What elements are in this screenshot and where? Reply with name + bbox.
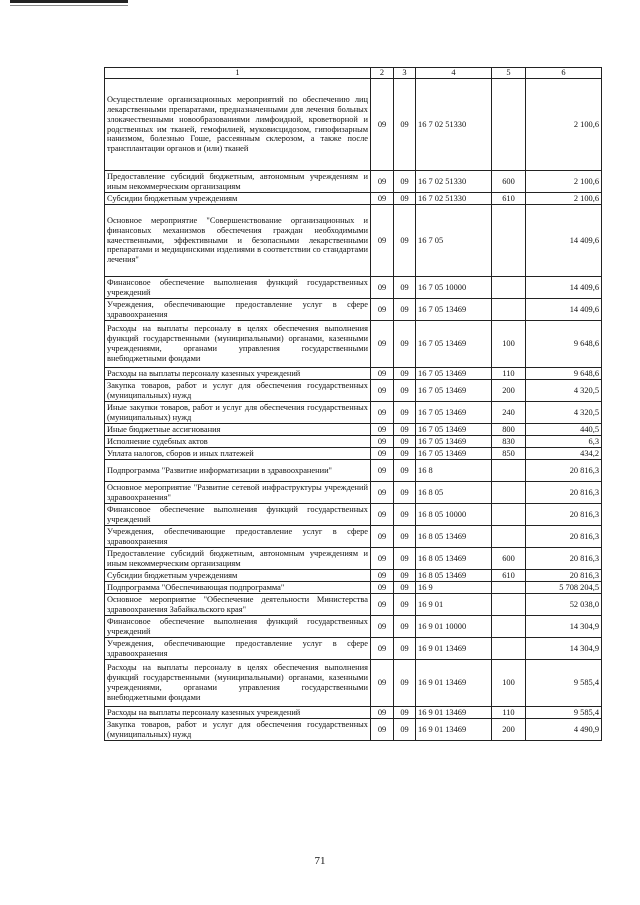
row-subsection: 09: [394, 660, 416, 707]
header-col-2: 2: [371, 68, 394, 79]
row-amount: 14 304,9: [526, 616, 602, 638]
row-amount: 20 816,3: [526, 548, 602, 570]
row-name: Основное мероприятие "Обеспечение деятельности Министерства здравоохранения Забайкальского края": [105, 594, 371, 616]
budget-table: [104, 67, 602, 741]
row-name: Закупка товаров, работ и услуг для обеспечения государственных (муниципальных) нужд: [105, 380, 371, 402]
row-section: 09: [371, 504, 394, 526]
row-expense-type: [492, 526, 526, 548]
row-subsection: 09: [394, 582, 416, 594]
row-subsection: 09: [394, 380, 416, 402]
row-name: Учреждения, обеспечивающие предоставление услуг в сфере здравоохранения: [105, 638, 371, 660]
row-expense-type: 600: [492, 548, 526, 570]
row-name: Закупка товаров, работ и услуг для обеспечения государственных (муниципальных) нужд: [105, 719, 371, 741]
scan-corner-mark: [10, 0, 128, 3]
row-section: 09: [371, 79, 394, 171]
row-name: Исполнение судебных актов: [105, 436, 371, 448]
row-amount: 52 038,0: [526, 594, 602, 616]
table-header-row: [105, 68, 602, 79]
row-subsection: 09: [394, 594, 416, 616]
row-name: Иные закупки товаров, работ и услуг для обеспечения государственных (муниципальных) нужд: [105, 402, 371, 424]
row-name: Подпрограмма "Обеспечивающая подпрограмма": [105, 582, 371, 594]
table-row: [105, 205, 602, 277]
row-section: 09: [371, 277, 394, 299]
row-amount: 9 648,6: [526, 321, 602, 368]
row-target-code: 16 9 01 13469: [416, 719, 492, 741]
row-expense-type: 600: [492, 171, 526, 193]
table-row: [105, 193, 602, 205]
row-name: Основное мероприятие "Развитие сетевой инфраструктуры учреждений здравоохранения": [105, 482, 371, 504]
row-subsection: 09: [394, 638, 416, 660]
row-expense-type: [492, 205, 526, 277]
row-section: 09: [371, 570, 394, 582]
budget-table-body: [105, 68, 602, 741]
page-number: 71: [314, 855, 326, 867]
header-col-3: 3: [394, 68, 416, 79]
table-row: [105, 482, 602, 504]
table-row: [105, 460, 602, 482]
row-name: Уплата налогов, сборов и иных платежей: [105, 448, 371, 460]
row-target-code: 16 8 05 13469: [416, 548, 492, 570]
table-row: [105, 448, 602, 460]
scan-corner-mark-thin: [10, 5, 128, 6]
row-amount: 4 320,5: [526, 380, 602, 402]
table-row: [105, 436, 602, 448]
table-row: [105, 638, 602, 660]
row-amount: 20 816,3: [526, 482, 602, 504]
row-amount: 9 648,6: [526, 368, 602, 380]
table-row: [105, 707, 602, 719]
row-target-code: 16 7 05: [416, 205, 492, 277]
row-subsection: 09: [394, 321, 416, 368]
row-section: 09: [371, 660, 394, 707]
row-section: 09: [371, 707, 394, 719]
row-section: 09: [371, 299, 394, 321]
row-amount: 20 816,3: [526, 504, 602, 526]
row-name: Расходы на выплаты персоналу казенных учреждений: [105, 707, 371, 719]
row-target-code: 16 9 01: [416, 594, 492, 616]
row-target-code: 16 7 02 51330: [416, 171, 492, 193]
row-target-code: 16 8: [416, 460, 492, 482]
header-col-1: 1: [105, 68, 371, 79]
row-expense-type: [492, 277, 526, 299]
row-name: Подпрограмма "Развитие информатизации в здравоохранении": [105, 460, 371, 482]
row-expense-type: 200: [492, 380, 526, 402]
row-name: Субсидии бюджетным учреждениям: [105, 570, 371, 582]
table-row: [105, 380, 602, 402]
row-target-code: 16 7 05 13469: [416, 299, 492, 321]
row-name: Расходы на выплаты персоналу казенных учреждений: [105, 368, 371, 380]
row-subsection: 09: [394, 707, 416, 719]
row-section: 09: [371, 582, 394, 594]
row-section: 09: [371, 380, 394, 402]
row-target-code: 16 7 05 13469: [416, 321, 492, 368]
table-row: [105, 582, 602, 594]
row-section: 09: [371, 719, 394, 741]
row-section: 09: [371, 424, 394, 436]
row-amount: 5 708 204,5: [526, 582, 602, 594]
row-expense-type: [492, 594, 526, 616]
row-name: Финансовое обеспечение выполнения функций государственных учреждений: [105, 277, 371, 299]
row-section: 09: [371, 482, 394, 504]
row-amount: 20 816,3: [526, 526, 602, 548]
row-section: 09: [371, 616, 394, 638]
row-target-code: 16 7 05 13469: [416, 380, 492, 402]
row-target-code: 16 7 05 13469: [416, 448, 492, 460]
header-col-4: 4: [416, 68, 492, 79]
row-subsection: 09: [394, 193, 416, 205]
row-amount: 2 100,6: [526, 193, 602, 205]
row-section: 09: [371, 526, 394, 548]
row-amount: 440,5: [526, 424, 602, 436]
row-target-code: 16 9: [416, 582, 492, 594]
row-subsection: 09: [394, 448, 416, 460]
row-expense-type: 240: [492, 402, 526, 424]
table-row: [105, 570, 602, 582]
row-target-code: 16 8 05 13469: [416, 526, 492, 548]
row-expense-type: 110: [492, 368, 526, 380]
row-expense-type: 850: [492, 448, 526, 460]
row-subsection: 09: [394, 171, 416, 193]
row-name: Субсидии бюджетным учреждениям: [105, 193, 371, 205]
row-target-code: 16 7 02 51330: [416, 79, 492, 171]
row-section: 09: [371, 460, 394, 482]
row-name: Предоставление субсидий бюджетным, автономным учреждениям и иным некоммерческим организациям: [105, 171, 371, 193]
row-expense-type: 100: [492, 660, 526, 707]
row-subsection: 09: [394, 299, 416, 321]
table-row: [105, 616, 602, 638]
row-amount: 9 585,4: [526, 660, 602, 707]
row-target-code: 16 9 01 10000: [416, 616, 492, 638]
row-amount: 20 816,3: [526, 460, 602, 482]
row-subsection: 09: [394, 436, 416, 448]
row-subsection: 09: [394, 205, 416, 277]
row-subsection: 09: [394, 277, 416, 299]
table-row: [105, 526, 602, 548]
row-expense-type: 610: [492, 570, 526, 582]
row-target-code: 16 7 05 13469: [416, 436, 492, 448]
header-col-6: 6: [526, 68, 602, 79]
table-row: [105, 299, 602, 321]
table-row: [105, 424, 602, 436]
row-name: Предоставление субсидий бюджетным, автономным учреждениям и иным некоммерческим организациям: [105, 548, 371, 570]
row-target-code: 16 7 05 13469: [416, 368, 492, 380]
row-name: Иные бюджетные ассигнования: [105, 424, 371, 436]
row-expense-type: [492, 582, 526, 594]
row-name: Осуществление организационных мероприятий по обеспечению лиц лекарственными препаратами, предназначенными для лечения больных злокачественными новообразованиями лимфоидной, кроветворной и родственных им тканей, гемофилией, муковисцидозом, гипофизарным нанизмом, болезнью Гоше, рассеянным склерозом, а также после трансплантации органов и (или) тканей: [105, 79, 371, 171]
table-row: [105, 171, 602, 193]
row-subsection: 09: [394, 548, 416, 570]
row-section: 09: [371, 321, 394, 368]
row-section: 09: [371, 594, 394, 616]
row-section: 09: [371, 193, 394, 205]
row-subsection: 09: [394, 719, 416, 741]
row-expense-type: 100: [492, 321, 526, 368]
row-target-code: 16 8 05: [416, 482, 492, 504]
table-row: [105, 79, 602, 171]
row-target-code: 16 9 01 13469: [416, 660, 492, 707]
row-section: 09: [371, 368, 394, 380]
row-expense-type: [492, 504, 526, 526]
table-row: [105, 504, 602, 526]
table-row: [105, 594, 602, 616]
row-section: 09: [371, 448, 394, 460]
row-subsection: 09: [394, 616, 416, 638]
row-target-code: 16 8 05 13469: [416, 570, 492, 582]
row-amount: 4 490,9: [526, 719, 602, 741]
row-expense-type: 830: [492, 436, 526, 448]
row-section: 09: [371, 436, 394, 448]
row-expense-type: [492, 299, 526, 321]
row-target-code: 16 8 05 10000: [416, 504, 492, 526]
row-name: Расходы на выплаты персоналу в целях обеспечения выполнения функций государственными (муниципальными) органами, казенными учреждениями, органами управления государственными внебюджетными фондами: [105, 660, 371, 707]
table-row: [105, 660, 602, 707]
row-amount: 9 585,4: [526, 707, 602, 719]
row-section: 09: [371, 205, 394, 277]
row-name: Финансовое обеспечение выполнения функций государственных учреждений: [105, 504, 371, 526]
row-section: 09: [371, 638, 394, 660]
row-target-code: 16 7 02 51330: [416, 193, 492, 205]
row-subsection: 09: [394, 526, 416, 548]
table-row: [105, 548, 602, 570]
row-expense-type: [492, 460, 526, 482]
table-row: [105, 402, 602, 424]
table-row: [105, 368, 602, 380]
row-subsection: 09: [394, 79, 416, 171]
row-name: Учреждения, обеспечивающие предоставление услуг в сфере здравоохранения: [105, 526, 371, 548]
row-expense-type: 800: [492, 424, 526, 436]
row-name: Учреждения, обеспечивающие предоставление услуг в сфере здравоохранения: [105, 299, 371, 321]
row-name: Расходы на выплаты персоналу в целях обеспечения выполнения функций государственными (муниципальными) органами, казенными учреждениями, органами управления государственными внебюджетными фондами: [105, 321, 371, 368]
row-amount: 4 320,5: [526, 402, 602, 424]
row-amount: 6,3: [526, 436, 602, 448]
row-amount: 434,2: [526, 448, 602, 460]
row-subsection: 09: [394, 504, 416, 526]
row-subsection: 09: [394, 482, 416, 504]
row-section: 09: [371, 171, 394, 193]
row-section: 09: [371, 402, 394, 424]
row-name: Основное мероприятие "Совершенствование организационных и финансовых механизмов обеспечения граждан необходимыми качественными, эффективными и безопасными лекарственными препаратами и медицинскими изделиями в соответствии со стандартами лечения": [105, 205, 371, 277]
row-amount: 14 409,6: [526, 205, 602, 277]
row-target-code: 16 7 05 13469: [416, 424, 492, 436]
row-amount: 14 409,6: [526, 299, 602, 321]
row-expense-type: 610: [492, 193, 526, 205]
row-section: 09: [371, 548, 394, 570]
row-target-code: 16 7 05 10000: [416, 277, 492, 299]
table-row: [105, 321, 602, 368]
row-subsection: 09: [394, 402, 416, 424]
row-expense-type: 200: [492, 719, 526, 741]
table-row: [105, 277, 602, 299]
row-amount: 14 304,9: [526, 638, 602, 660]
row-amount: 2 100,6: [526, 79, 602, 171]
row-target-code: 16 9 01 13469: [416, 707, 492, 719]
row-subsection: 09: [394, 460, 416, 482]
row-expense-type: [492, 638, 526, 660]
row-subsection: 09: [394, 570, 416, 582]
row-expense-type: 110: [492, 707, 526, 719]
table-row: [105, 719, 602, 741]
row-subsection: 09: [394, 368, 416, 380]
row-amount: 2 100,6: [526, 171, 602, 193]
row-name: Финансовое обеспечение выполнения функций государственных учреждений: [105, 616, 371, 638]
row-expense-type: [492, 482, 526, 504]
row-amount: 20 816,3: [526, 570, 602, 582]
header-col-5: 5: [492, 68, 526, 79]
row-target-code: 16 9 01 13469: [416, 638, 492, 660]
row-target-code: 16 7 05 13469: [416, 402, 492, 424]
row-amount: 14 409,6: [526, 277, 602, 299]
row-expense-type: [492, 616, 526, 638]
row-subsection: 09: [394, 424, 416, 436]
row-expense-type: [492, 79, 526, 171]
